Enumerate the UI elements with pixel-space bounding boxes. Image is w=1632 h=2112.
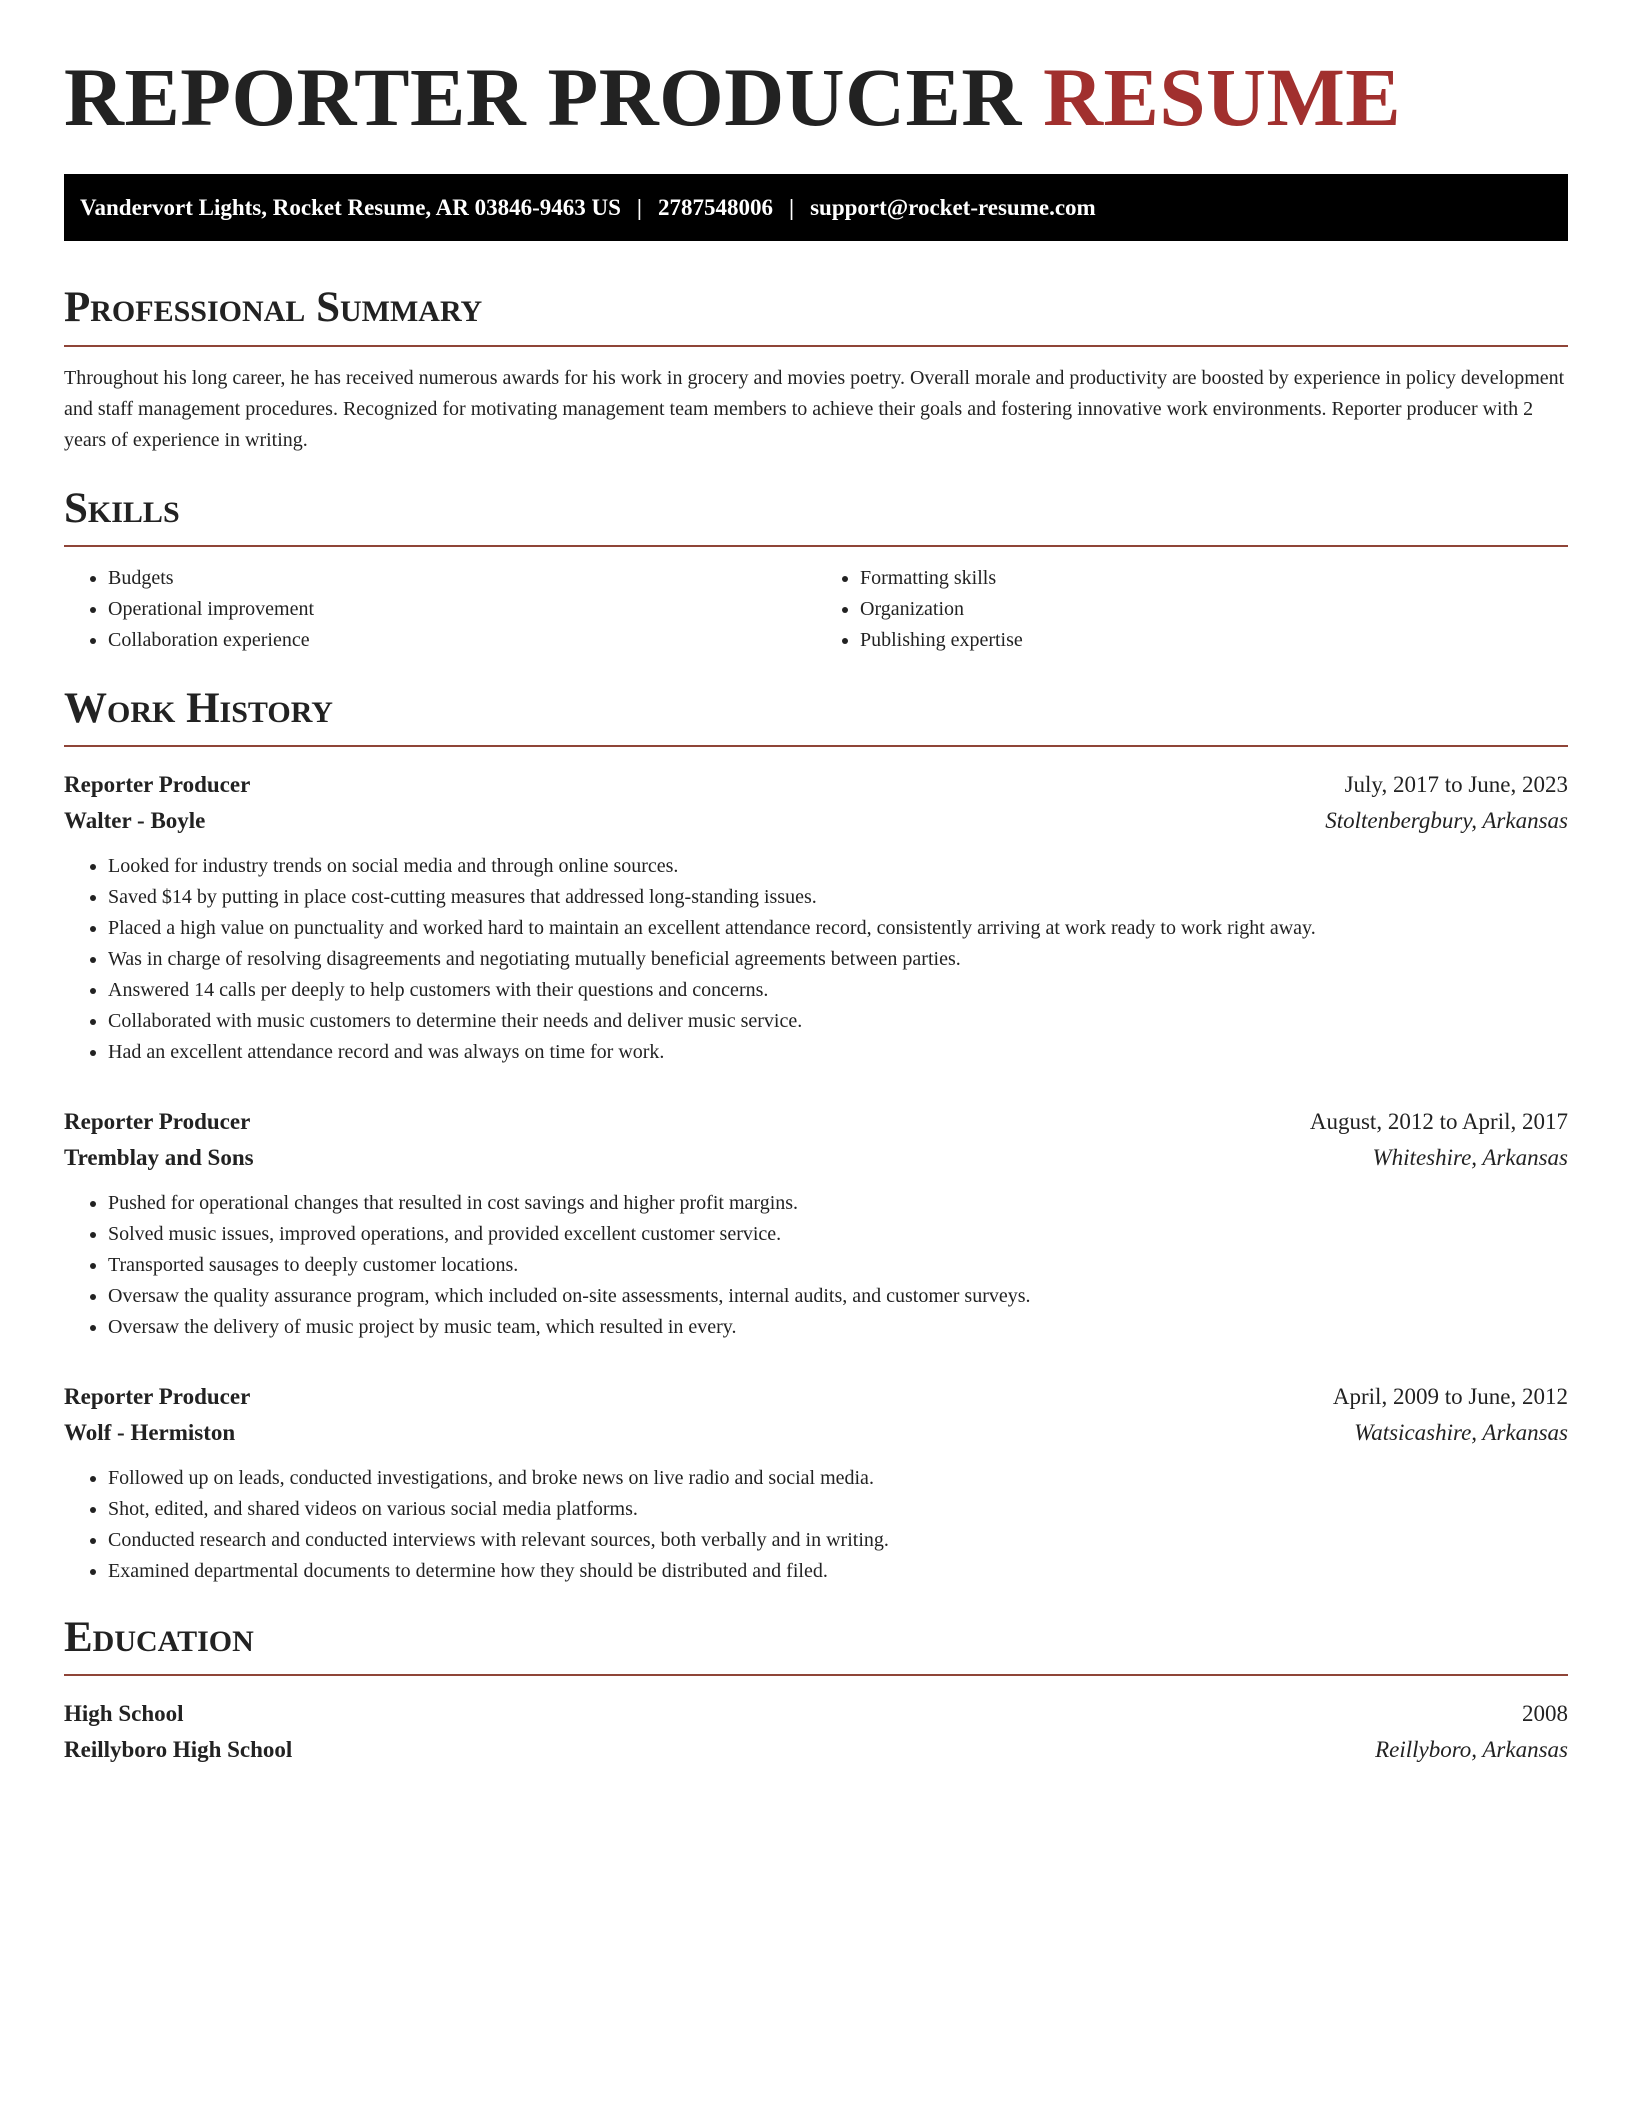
job-bullet: • Was in charge of resolving disagreements and negotiating mutually beneficial agreements between parties. [108, 944, 1568, 975]
contact-phone: 2787548006 [658, 194, 773, 220]
contact-separator: | [789, 194, 795, 220]
job-company: Walter - Boyle [64, 807, 206, 833]
contact-address: Vandervort Lights, Rocket Resume, AR 03846-9463 US [80, 194, 621, 220]
job-title: Reporter Producer [64, 1383, 251, 1409]
skill-item: • Organization [860, 594, 1568, 625]
skill-item: • Publishing expertise [860, 625, 1568, 656]
education-location: Reillyboro, Arkansas [1375, 1737, 1568, 1762]
job-location: Stoltenbergbury, Arkansas [1325, 807, 1568, 833]
job-bullet: • Followed up on leads, conducted investigations, and broke news on live radio and social media. [108, 1463, 1568, 1494]
section-heading-summary: Professional Summary [64, 285, 1568, 346]
job-bullet: • Looked for industry trends on social media and through online sources. [108, 851, 1568, 882]
contact-email: support@rocket-resume.com [810, 194, 1096, 220]
skill-item: • Formatting skills [860, 563, 1568, 594]
job-company-row [64, 1415, 1568, 1451]
job-title: Reporter Producer [64, 771, 251, 797]
job-entry [64, 767, 1568, 1068]
job-bullet: • Examined departmental documents to determine how they should be distributed and filed. [108, 1556, 1568, 1587]
job-header-row [64, 1379, 1568, 1415]
section-heading-skills: Skills [64, 486, 1568, 547]
job-company-row [64, 1140, 1568, 1176]
education-degree: High School [64, 1701, 184, 1726]
contact-separator: | [636, 194, 642, 220]
job-bullets [64, 1188, 1568, 1343]
education-entry [64, 1696, 1568, 1768]
job-bullet: • Oversaw the delivery of music project by music team, which resulted in every. [108, 1312, 1568, 1343]
job-bullet: • Had an excellent attendance record and was always on time for work. [108, 1037, 1568, 1068]
job-company: Wolf - Hermiston [64, 1419, 236, 1445]
skills-section [64, 486, 1568, 656]
job-bullet: • Shot, edited, and shared videos on various social media platforms. [108, 1494, 1568, 1525]
job-dates: July, 2017 to June, 2023 [1344, 771, 1568, 797]
skill-item: • Operational improvement [108, 594, 816, 625]
skills-column-right [816, 563, 1568, 656]
section-heading-work-history: Work History [64, 686, 1568, 747]
education-degree-row [64, 1696, 1568, 1732]
contact-bar [64, 174, 1568, 241]
job-bullet: • Saved $14 by putting in place cost-cutting measures that addressed long-standing issues. [108, 882, 1568, 913]
work-history-section [64, 686, 1568, 1587]
job-bullet: • Solved music issues, improved operations, and provided excellent customer service. [108, 1219, 1568, 1250]
job-company-row [64, 803, 1568, 839]
job-entry [64, 1104, 1568, 1343]
job-bullets [64, 1463, 1568, 1587]
education-section [64, 1615, 1568, 1768]
job-dates: April, 2009 to June, 2012 [1332, 1383, 1568, 1409]
education-school: Reillyboro High School [64, 1737, 293, 1762]
job-company: Tremblay and Sons [64, 1144, 254, 1170]
resume-title [64, 50, 1568, 145]
title-main: REPORTER PRODUCER [64, 51, 1044, 143]
job-bullet: • Collaborated with music customers to determine their needs and deliver music service. [108, 1006, 1568, 1037]
skill-item: • Collaboration experience [108, 625, 816, 656]
summary-section [64, 285, 1568, 455]
job-bullet: • Transported sausages to deeply customer locations. [108, 1250, 1568, 1281]
summary-text: Throughout his long career, he has received numerous awards for his work in grocery and movies poetry. Overall morale and productivity are boosted by experience in policy development and staff management procedures. Recognized for motivating management team members to achieve their goals and fostering innovative work environments. Reporter producer with 2 years of experience in writing. [64, 366, 1565, 451]
section-heading-education: Education [64, 1615, 1568, 1676]
job-entry [64, 1379, 1568, 1587]
education-school-row [64, 1732, 1568, 1768]
job-bullet: • Answered 14 calls per deeply to help customers with their questions and concerns. [108, 975, 1568, 1006]
job-bullet: • Pushed for operational changes that resulted in cost savings and higher profit margins. [108, 1188, 1568, 1219]
job-title: Reporter Producer [64, 1108, 251, 1134]
job-bullet: • Conducted research and conducted interviews with relevant sources, both verbally and in writing. [108, 1525, 1568, 1556]
job-header-row [64, 767, 1568, 803]
education-year: 2008 [1522, 1701, 1568, 1726]
job-bullets [64, 851, 1568, 1068]
job-bullet: • Oversaw the quality assurance program, which included on-site assessments, internal audits, and customer surveys. [108, 1281, 1568, 1312]
skill-item: • Budgets [108, 563, 816, 594]
job-location: Watsicashire, Arkansas [1354, 1419, 1568, 1445]
job-location: Whiteshire, Arkansas [1372, 1144, 1568, 1170]
skills-column-left [64, 563, 816, 656]
job-bullet: • Placed a high value on punctuality and worked hard to maintain an excellent attendance record, consistently arriving at work ready to work right away. [108, 913, 1568, 944]
job-header-row [64, 1104, 1568, 1140]
title-accent: RESUME [1043, 51, 1402, 143]
job-dates: August, 2012 to April, 2017 [1309, 1108, 1568, 1134]
skills-list [64, 563, 1568, 656]
